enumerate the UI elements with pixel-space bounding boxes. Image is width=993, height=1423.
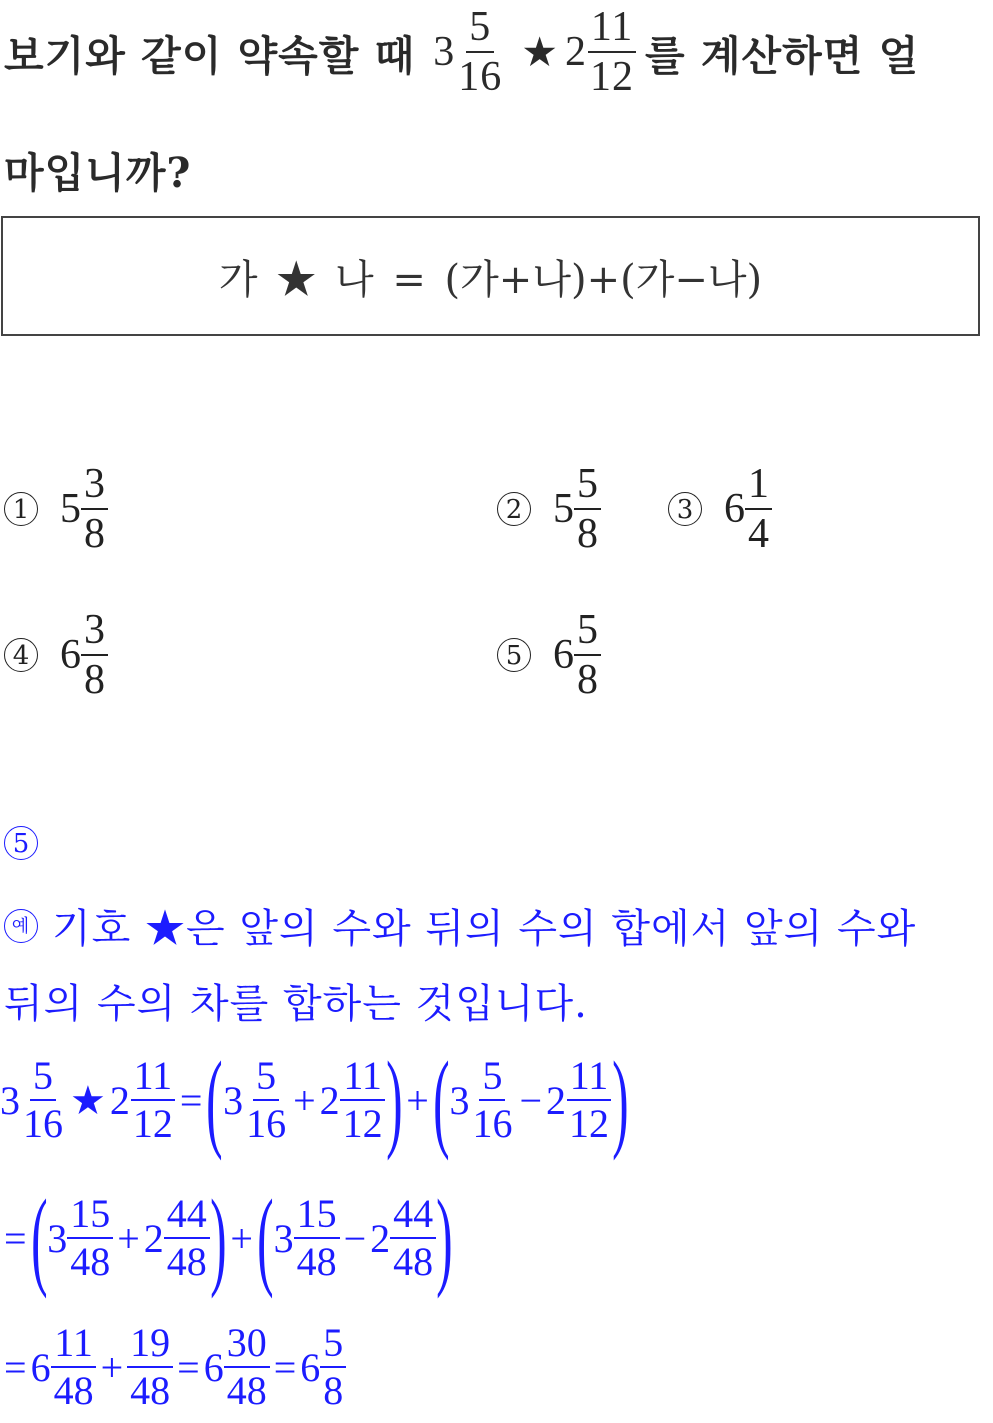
fraction xyxy=(81,460,108,559)
whole-part: 6 xyxy=(60,632,81,679)
whole-part: 5 xyxy=(60,486,81,533)
numerator: 11 xyxy=(588,3,636,53)
numerator: 5 xyxy=(466,3,494,53)
mixed-number-b xyxy=(565,3,637,102)
denominator: 4 xyxy=(748,511,769,558)
whole-part: 6 xyxy=(553,632,574,679)
option-4[interactable] xyxy=(4,606,108,705)
fraction xyxy=(455,3,505,102)
mixed-number-a xyxy=(433,3,505,102)
fraction xyxy=(574,460,601,559)
star-icon: ★ xyxy=(70,1077,106,1123)
option-number: 4 xyxy=(4,638,38,672)
option-number: 5 xyxy=(497,638,531,672)
calc-line-1: 3 $\frac{5}{16}$ ★ 2 $\frac{11}{12}$ = ( 3 $\frac{5}{16}$ + 2 $\frac{11}{12}$ ) + ( 3 $\frac{5}{16}$ − 2 $\frac{11}{12}$ ) xyxy=(0,1039,629,1161)
rule-box xyxy=(1,216,980,336)
option-number: 3 xyxy=(668,492,702,526)
denominator: 8 xyxy=(577,657,598,704)
denominator: 12 xyxy=(590,54,635,101)
denominator: 8 xyxy=(577,511,598,558)
option-3[interactable] xyxy=(668,460,772,559)
fraction xyxy=(574,606,601,705)
whole-part: 5 xyxy=(553,486,574,533)
answer-number: 5 xyxy=(4,826,38,860)
whole-part: 2 xyxy=(565,29,588,76)
example-icon: 예 xyxy=(4,909,38,943)
calc-line-3: = 6 $\frac{11}{48}$ + $\frac{19}{48}$ = 6 $\frac{30}{48}$ = 6 $\frac{5}{8}$ xyxy=(0,1320,346,1414)
fraction xyxy=(81,606,108,705)
answer-mark xyxy=(4,826,38,860)
question-prefix: 보기와 같이 약속할 때 xyxy=(4,31,416,80)
denominator: 16 xyxy=(458,54,503,101)
fraction xyxy=(587,3,637,102)
whole-part: 3 xyxy=(433,29,456,76)
explanation-line-2: 뒤의 수의 차를 합하는 것입니다. xyxy=(4,981,588,1027)
numerator: 5 xyxy=(574,460,601,510)
option-number: 1 xyxy=(4,492,38,526)
option-2[interactable] xyxy=(497,460,601,559)
denominator: 8 xyxy=(84,657,105,704)
option-number: 2 xyxy=(497,492,531,526)
denominator: 8 xyxy=(84,511,105,558)
numerator: 1 xyxy=(745,460,772,510)
calc-line-2: = ( 3 $\frac{15}{48}$ + 2 $\frac{44}{48}$ ) + ( 3 $\frac{15}{48}$ − 2 $\frac{44}{48}$ ) xyxy=(4,1177,453,1299)
whole-part: 6 xyxy=(724,486,745,533)
numerator: 5 xyxy=(574,606,601,656)
numerator: 3 xyxy=(81,606,108,656)
star-icon: ★ xyxy=(521,28,560,77)
option-1[interactable] xyxy=(4,460,108,559)
explanation-text-1: 기호 ★은 앞의 수와 뒤의 수의 합에서 앞의 수와 xyxy=(52,906,917,952)
question-suffix: 를 계산하면 얼 xyxy=(645,31,920,80)
rule-text: 가 ★ 나 = (가+나)+(가−나) xyxy=(218,257,763,303)
question-line-2: 마입니까? xyxy=(4,149,192,197)
option-5[interactable] xyxy=(497,606,601,705)
numerator: 3 xyxy=(81,460,108,510)
question-line-1 xyxy=(4,3,919,102)
fraction xyxy=(745,460,772,559)
explanation-line-1 xyxy=(4,897,916,954)
